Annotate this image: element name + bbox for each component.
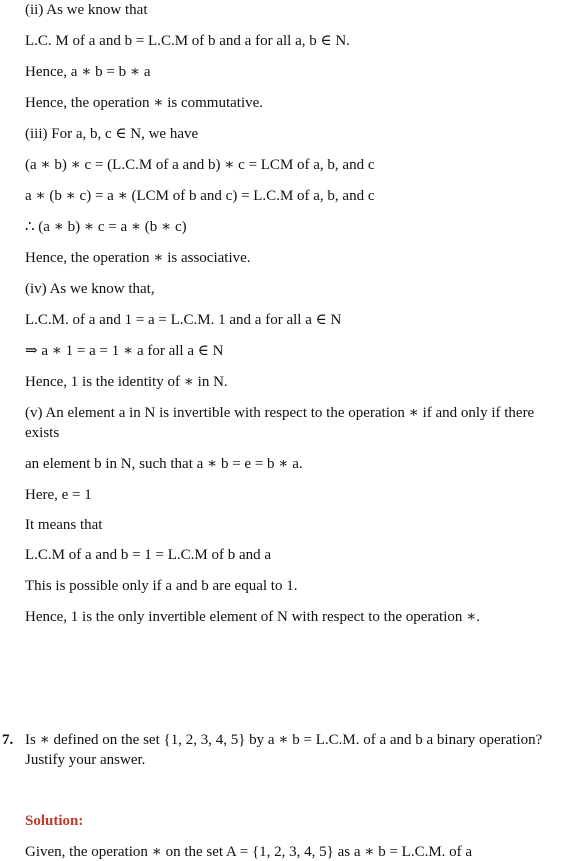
line-lcm-commutative: L.C. M of a and b = L.C.M of b and a for all a, b ∈ N. — [25, 33, 350, 49]
question-text-line1: Is ∗ defined on the set {1, 2, 3, 4, 5} by a ∗ b = L.C.M. of a and b a binary operation? — [25, 732, 543, 748]
line-therefore-assoc: ∴ (a ∗ b) ∗ c = a ∗ (b ∗ c) — [25, 219, 187, 235]
line-ii-intro: (ii) As we know that — [25, 2, 148, 18]
line-it-means: It means that — [25, 517, 103, 533]
line-possible-only: This is possible only if a and b are equal to 1. — [25, 578, 298, 594]
line-lcm-equals-one: L.C.M of a and b = 1 = L.C.M of b and a — [25, 547, 272, 563]
question-text-line2: Justify your answer. — [25, 752, 146, 768]
line-v-intro: (v) An element a in N is invertible with respect to the operation ∗ if and only if there — [25, 405, 535, 421]
question-number: 7. — [2, 732, 14, 748]
line-identity-implies: ⇒ a ∗ 1 = a = 1 ∗ a for all a ∈ N — [25, 343, 224, 359]
line-element-b: an element b in N, such that a ∗ b = e = b ∗ a. — [25, 456, 303, 472]
line-commutative-conclusion: Hence, the operation ∗ is commutative. — [25, 95, 264, 111]
line-v-exists: exists — [25, 425, 60, 441]
line-associative-conclusion: Hence, the operation ∗ is associative. — [25, 250, 251, 266]
line-iv-intro: (iv) As we know that, — [25, 281, 155, 297]
line-identity-lcm: L.C.M. of a and 1 = a = L.C.M. 1 and a for all a ∈ N — [25, 312, 342, 328]
solution-label: Solution: — [25, 813, 84, 829]
solution-first-line: Given, the operation ∗ on the set A = {1, 2, 3, 4, 5} as a ∗ b = L.C.M. of a — [25, 844, 473, 860]
line-invertible-conclusion: Hence, 1 is the only invertible element of N with respect to the operation ∗. — [25, 609, 481, 625]
line-identity-conclusion: Hence, 1 is the identity of ∗ in N. — [25, 374, 228, 390]
line-here-e: Here, e = 1 — [25, 487, 92, 503]
line-assoc-right: a ∗ (b ∗ c) = a ∗ (LCM of b and c) = L.C.M of a, b, and c — [25, 188, 375, 204]
line-hence-commutative-eq: Hence, a ∗ b = b ∗ a — [25, 64, 151, 80]
line-assoc-left: (a ∗ b) ∗ c = (L.C.M of a and b) ∗ c = LCM of a, b, and c — [25, 157, 375, 173]
line-iii-intro: (iii) For a, b, c ∈ N, we have — [25, 126, 199, 142]
